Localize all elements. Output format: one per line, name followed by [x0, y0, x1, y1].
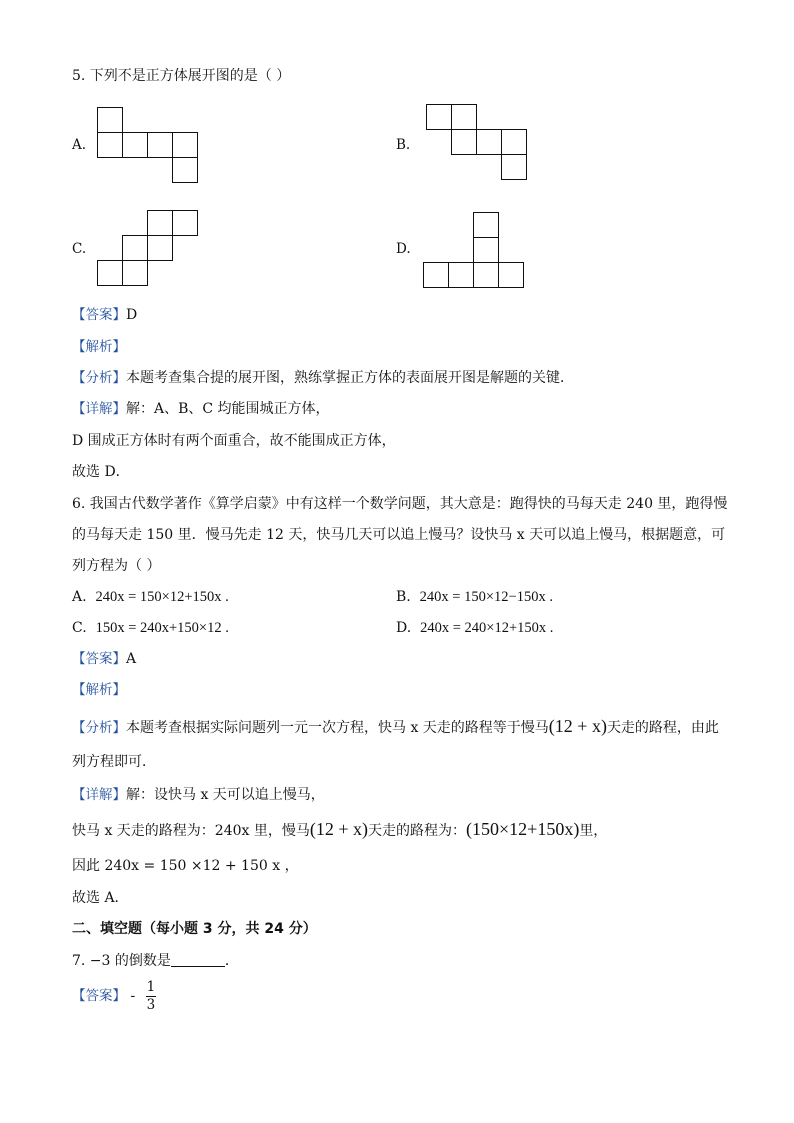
option-text: 240x = 150×12−150x . [419, 589, 553, 605]
net-square [123, 261, 148, 286]
fraction-denominator: 3 [146, 996, 156, 1013]
net-square [499, 263, 524, 288]
q6-detail-line3: 因此 240x = 150 ×12 + 150 x ， [72, 858, 299, 874]
q6-option-b [396, 587, 553, 607]
net-square [148, 133, 173, 158]
q7-stem-text: 7. −3 的倒数是 [72, 953, 171, 969]
net-square [474, 213, 499, 238]
net-square [173, 158, 198, 183]
q5-answer [72, 305, 137, 325]
net-square [123, 236, 148, 261]
q5-option-c-label: C. [72, 241, 87, 257]
net-square [173, 133, 198, 158]
q6-analysis-heading [72, 680, 126, 700]
q5-detail-line: D 围成正方体时有两个面重合，故不能围成正方体， [72, 433, 396, 449]
detail-tag: 【详解】 [72, 787, 126, 803]
q6-fenxi [72, 716, 719, 738]
q5-option-a-label: A. [72, 137, 87, 153]
q7-answer-sign: - [130, 988, 136, 1004]
q6-answer-value: A [126, 651, 137, 667]
q6-option-d [396, 618, 553, 638]
option-text: 150x = 240x+150×12 . [95, 620, 229, 636]
q6-detail-expression: (150×12+150x) [466, 819, 580, 839]
q6-detail-line4: 故选 A． [72, 890, 129, 906]
option-text: 240x = 150×12+150x . [95, 589, 229, 605]
option-label: D. [396, 620, 412, 636]
q5-stem: 5. 下列不是正方体展开图的是（ ） [72, 68, 291, 84]
q5-option-c-net [97, 210, 199, 287]
q6-stem-line: 6. 我国古代数学著作《算学启蒙》中有这样一个数学问题，其大意是：跑得快的马每天走 240 里，跑得慢 [72, 496, 728, 512]
answer-tag: 【答案】 [72, 651, 126, 667]
q5-option-b-net [426, 104, 528, 181]
q6-detail-line2 [72, 819, 607, 841]
net-square [98, 108, 123, 133]
q6-option-c [72, 618, 229, 638]
q5-detail-line: 故选 D． [72, 464, 130, 480]
net-square [449, 263, 474, 288]
q6-option-a [72, 587, 229, 607]
net-square [424, 263, 449, 288]
q7-answer-fraction [146, 979, 157, 1014]
q5-analysis-heading [72, 337, 126, 357]
q7-stem [72, 951, 239, 971]
net-square [477, 130, 502, 155]
q5-option-b-label: B. [396, 137, 411, 153]
q6-detail-text: 快马 x 天走的路程为：240x 里，慢马 [72, 823, 310, 839]
answer-blank [171, 952, 225, 967]
q5-detail [72, 399, 330, 419]
detail-tag: 【详解】 [72, 401, 126, 417]
q6-detail-line: 解：设快马 x 天可以追上慢马， [126, 787, 325, 803]
q6-stem-line: 列方程为（ ） [72, 558, 161, 574]
net-square [98, 261, 123, 286]
q5-option-d-label: D. [396, 241, 411, 257]
net-square [474, 263, 499, 288]
q5-fenxi [72, 368, 574, 388]
option-text: 240x = 240×12+150x . [420, 620, 554, 636]
net-square [148, 211, 173, 236]
q6-fenxi-text: 天走的路程，由此 [606, 720, 719, 736]
q6-fenxi-expression: (12 + x) [548, 716, 607, 736]
net-square [123, 133, 148, 158]
net-square [148, 236, 173, 261]
q5-option-d-net [423, 212, 525, 289]
q6-detail-expression: (12 + x) [309, 819, 369, 839]
q6-detail-text: 里， [579, 823, 608, 839]
analysis-tag: 【解析】 [72, 339, 126, 355]
option-label: B. [396, 589, 411, 605]
option-label: C. [72, 620, 87, 636]
section-heading: 二、填空题（每小题 3 分，共 24 分） [72, 921, 317, 937]
q6-detail [72, 785, 325, 805]
answer-tag: 【答案】 [72, 307, 126, 323]
net-square [452, 130, 477, 155]
q6-stem-line: 的马每天走 150 里．慢马先走 12 天，快马几天可以追上慢马？设快马 x 天可以追上慢马，根据题意，可 [72, 527, 726, 543]
net-square [427, 105, 452, 130]
q5-option-a-net [97, 107, 199, 184]
net-square [502, 130, 527, 155]
q6-detail-text: 天走的路程为： [368, 823, 467, 839]
net-square [173, 211, 198, 236]
net-square [98, 133, 123, 158]
q5-answer-value: D [126, 307, 138, 323]
analysis-tag: 【解析】 [72, 682, 126, 698]
q6-fenxi-line2: 列方程即可． [72, 754, 156, 770]
q5-detail-line: 解：A、B、C 均能围城正方体， [126, 401, 330, 417]
q7-stem-end: ． [224, 953, 239, 969]
net-square [474, 238, 499, 263]
q5-fenxi-text: 本题考查集合提的展开图，熟练掌握正方体的表面展开图是解题的关键． [126, 370, 574, 386]
q6-answer [72, 649, 136, 669]
net-square [502, 155, 527, 180]
fenxi-tag: 【分析】 [72, 370, 126, 386]
fraction-numerator: 1 [146, 978, 156, 995]
answer-tag: 【答案】 [72, 988, 126, 1004]
option-label: A. [72, 589, 87, 605]
q6-fenxi-text: 本题考查根据实际问题列一元一次方程，快马 x 天走的路程等于慢马 [126, 720, 549, 736]
net-square [452, 105, 477, 130]
q7-answer [72, 978, 156, 1014]
fenxi-tag: 【分析】 [72, 720, 126, 736]
